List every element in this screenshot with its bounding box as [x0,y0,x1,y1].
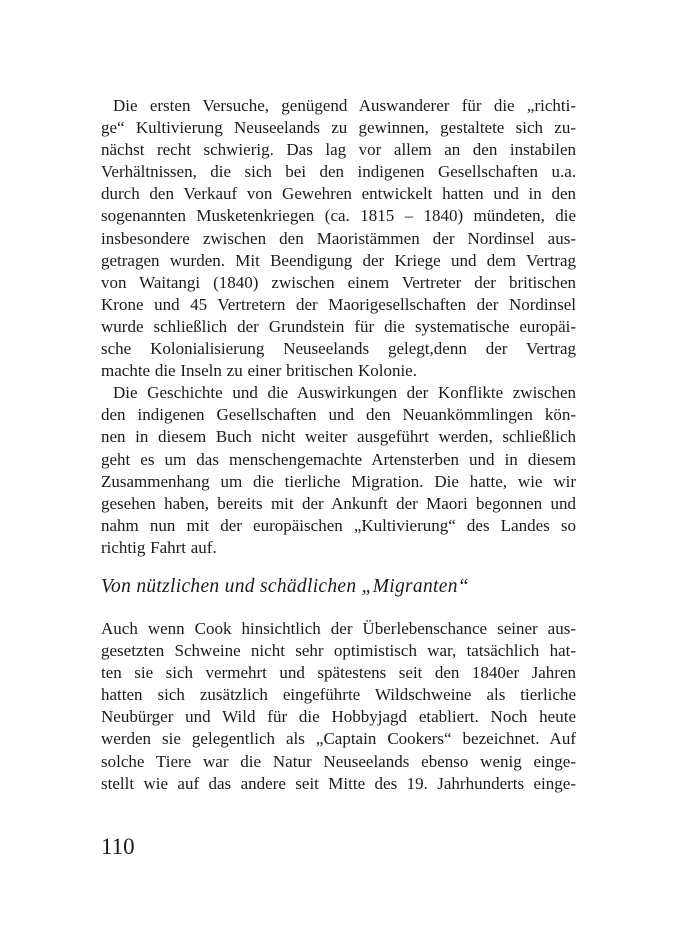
paragraph-1 [101,95,576,382]
text-line: gesehen haben, bereits mit der Ankunft der Maori begonnen und [101,493,576,513]
text-line: Die ersten Versuche, genügend Auswanderer für die „richti- [113,96,576,115]
text-line: solche Tiere war die Natur Neuseelands ebenso wenig einge- [101,751,576,771]
text-line: getragen wurden. Mit Beendigung der Kriege und dem Vertrag [101,250,576,270]
page-body [101,95,576,795]
text-line: wurde schließlich der Grundstein für die systematische europäi- [101,316,576,336]
text-line: ten sie sich vermehrt und spätestens seit den 1840er Jahren [101,663,576,683]
text-line: Verhältnissen, die sich bei den indigenen Gesellschaften u.a. [101,162,576,182]
text-line: von Waitangi (1840) zwischen einem Vertreter der britischen [101,272,576,292]
text-line: nen in diesem Buch nicht weiter ausgeführt werden, schließlich [101,427,576,447]
text-line: Die Geschichte und die Auswirkungen der Konflikte zwischen [113,383,576,403]
text-line: insbesondere zwischen den Maoristämmen der Nordinsel aus- [101,228,576,248]
text-line: sogenannten Musketenkriegen (ca. 1815 – 1840) mündeten, die [101,206,576,226]
text-line: gesetzten Schweine nicht sehr optimistisch war, tatsächlich hat- [101,641,576,661]
text-line: hatten sich zusätzlich eingeführte Wildschweine als tierliche [101,685,576,705]
text-line: den indigenen Gesellschaften und den Neuankömmlingen kön- [101,405,576,425]
text-line: richtig Fahrt auf. [101,537,217,557]
text-line: machte die Inseln zu einer britischen Kolonie. [101,361,417,381]
text-line: sche Kolonialisierung Neuseelands gelegt,denn der Vertrag [101,339,576,359]
text-line: Auch wenn Cook hinsichtlich der Überlebenschance seiner aus- [101,618,576,638]
text-line: stellt wie auf das andere seit Mitte des 19. Jahrhunderts einge- [101,773,576,793]
paragraph-2 [101,382,576,559]
text-line: nahm nun mit der europäischen „Kultivierung“ des Landes so [101,515,576,535]
text-line: Neubürger und Wild für die Hobbyjagd etabliert. Noch heute [101,707,576,727]
page-number: 110 [101,834,135,859]
text-line: Zusammenhang um die tierliche Migration. Die hatte, wie wir [101,471,576,491]
text-line: durch den Verkauf von Gewehren entwickelt hatten und in den [101,184,576,204]
text-line: ge“ Kultivierung Neuseelands zu gewinnen, gestaltete sich zu- [101,118,576,138]
section-heading: Von nützlichen und schädlichen „Migranten“ [101,575,469,597]
text-line: nächst recht schwierig. Das lag vor allem an den instabilen [101,140,576,160]
paragraph-3 [101,618,576,795]
text-line: Krone und 45 Vertretern der Maorigesellschaften der Nordinsel [101,294,576,314]
text-line: geht es um das menschengemachte Artensterben und in diesem [101,449,576,469]
text-line: werden sie gelegentlich als „Captain Cookers“ bezeichnet. Auf [101,729,576,749]
